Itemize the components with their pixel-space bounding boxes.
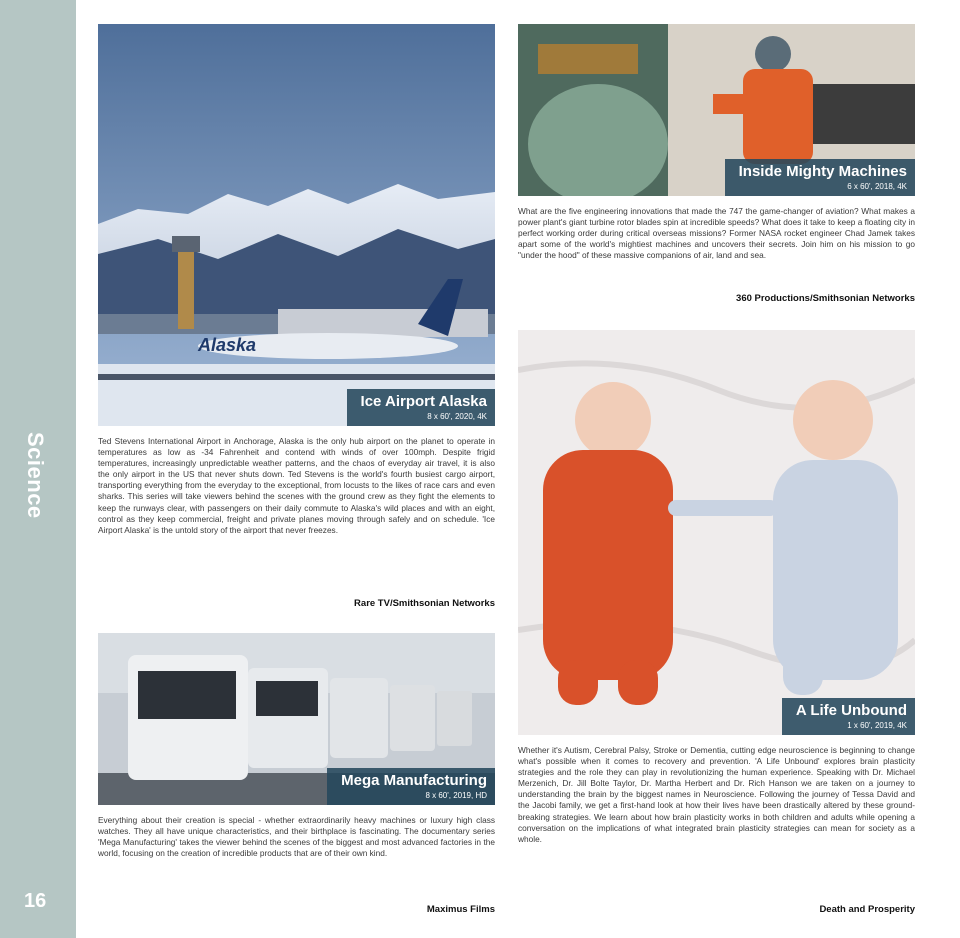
- mighty-machines-meta: 6 x 60', 2018, 4K: [847, 182, 907, 191]
- mega-manufacturing-producer: Maximus Films: [426, 904, 495, 915]
- section-sidebar: [0, 0, 76, 938]
- svg-text:Alaska: Alaska: [198, 335, 257, 355]
- mighty-machines-caption: [725, 159, 915, 196]
- ice-airport-description: Ted Stevens International Airport in Anchorage, Alaska is the only hub airport on the planet to operate in temperatures as low as -34 Fahrenheit and contend with winds of over 100mph. Despite frigid temperatures, increasingly unpredictable weather patterns, and the chaos of everyday air travel, it is also the only airport in the US that never shuts down. Ted Stevens is the world's fourth busiest cargo airport, transporting everything from the everyday to the exceptional, from locusts to the likes of race cars and even sharks. This series will take viewers behind the scenes with the ground crew as they fight the elements to keep the runways clear, with passengers on their daily commute to Alaska's wild places and with an eight, control as they keep commercial, freight and private planes moving through safely and on schedule. 'Ice Airport Alaska' is the untold story of the airport that never freezes.: [98, 436, 495, 535]
- mega-manufacturing-image: [98, 633, 495, 805]
- mighty-machines-description: What are the five engineering innovations that made the 747 the game-changer of aviation? What makes a power plant's giant turbine rotor blades spin at incredible speeds? What does it take to keep a floating city in perfect working order during critical overseas missions? Former NASA rocket engineer Chad Jamek takes apart some of the world's mightiest machines and uncovers their secrets. Join him on his mission to go "under the hood" of these massive companions of air, land and sea.: [518, 206, 915, 261]
- babies-scene-graphic: [518, 330, 915, 735]
- life-unbound-caption: [782, 698, 915, 735]
- ice-airport-producer: Rare TV/Smithsonian Networks: [354, 598, 495, 609]
- mega-manufacturing-caption: [327, 768, 495, 805]
- section-label: Science: [23, 432, 48, 519]
- ice-airport-caption: [347, 389, 495, 426]
- mighty-machines-image: [518, 24, 915, 196]
- mighty-machines-producer: 360 Productions/Smithsonian Networks: [736, 293, 915, 304]
- life-unbound-description: Whether it's Autism, Cerebral Palsy, Stroke or Dementia, cutting edge neuroscience is beginning to change what's possible when it comes to recovery and prevention. 'A Life Unbound' explores brain plasticity strategies and the role they can play in revolutionizing the human experience. Speaking with Dr. Michael Merzenich, Dr. Jill Bolte Taylor, Dr. Martha Herbert and Dr. Rich Hanson we are taken on a journey to understanding the brain by the biggest names in Neuroscience. Following the journey of Tessa David and the Jacobi family, we get a first-hand look at how their lives have been drastically altered by these ground-breaking strategies. We learn about how brain plasticity works in both children and adults while opening a conversation on the implications of what integrated brain plasticity strategies can mean for society as a whole.: [518, 745, 915, 844]
- life-unbound-image: [518, 330, 915, 735]
- page-number: 16: [24, 890, 47, 912]
- mighty-machines-title: Inside Mighty Machines: [738, 163, 907, 180]
- ice-airport-image: [98, 24, 495, 426]
- airport-scene-graphic: [98, 24, 495, 426]
- mega-manufacturing-title: Mega Manufacturing: [341, 772, 487, 789]
- life-unbound-title: A Life Unbound: [795, 702, 907, 719]
- ice-airport-title: Ice Airport Alaska: [360, 393, 487, 410]
- mega-manufacturing-meta: 8 x 60', 2019, HD: [425, 791, 487, 800]
- life-unbound-meta: 1 x 60', 2019, 4K: [847, 721, 907, 730]
- life-unbound-producer: Death and Prosperity: [819, 904, 915, 915]
- ice-airport-meta: 8 x 60', 2020, 4K: [427, 412, 487, 421]
- mega-manufacturing-description: Everything about their creation is special - whether extraordinarily heavy machines or luxury high class watches. They all have unique characteristics, and their birthplace is fascinating. The documentary series 'Mega Manufacturing' takes the viewer behind the scenes of the biggest and most advanced factories in the world, focusing on the creation of incredible products that are of their own kind.: [98, 815, 495, 859]
